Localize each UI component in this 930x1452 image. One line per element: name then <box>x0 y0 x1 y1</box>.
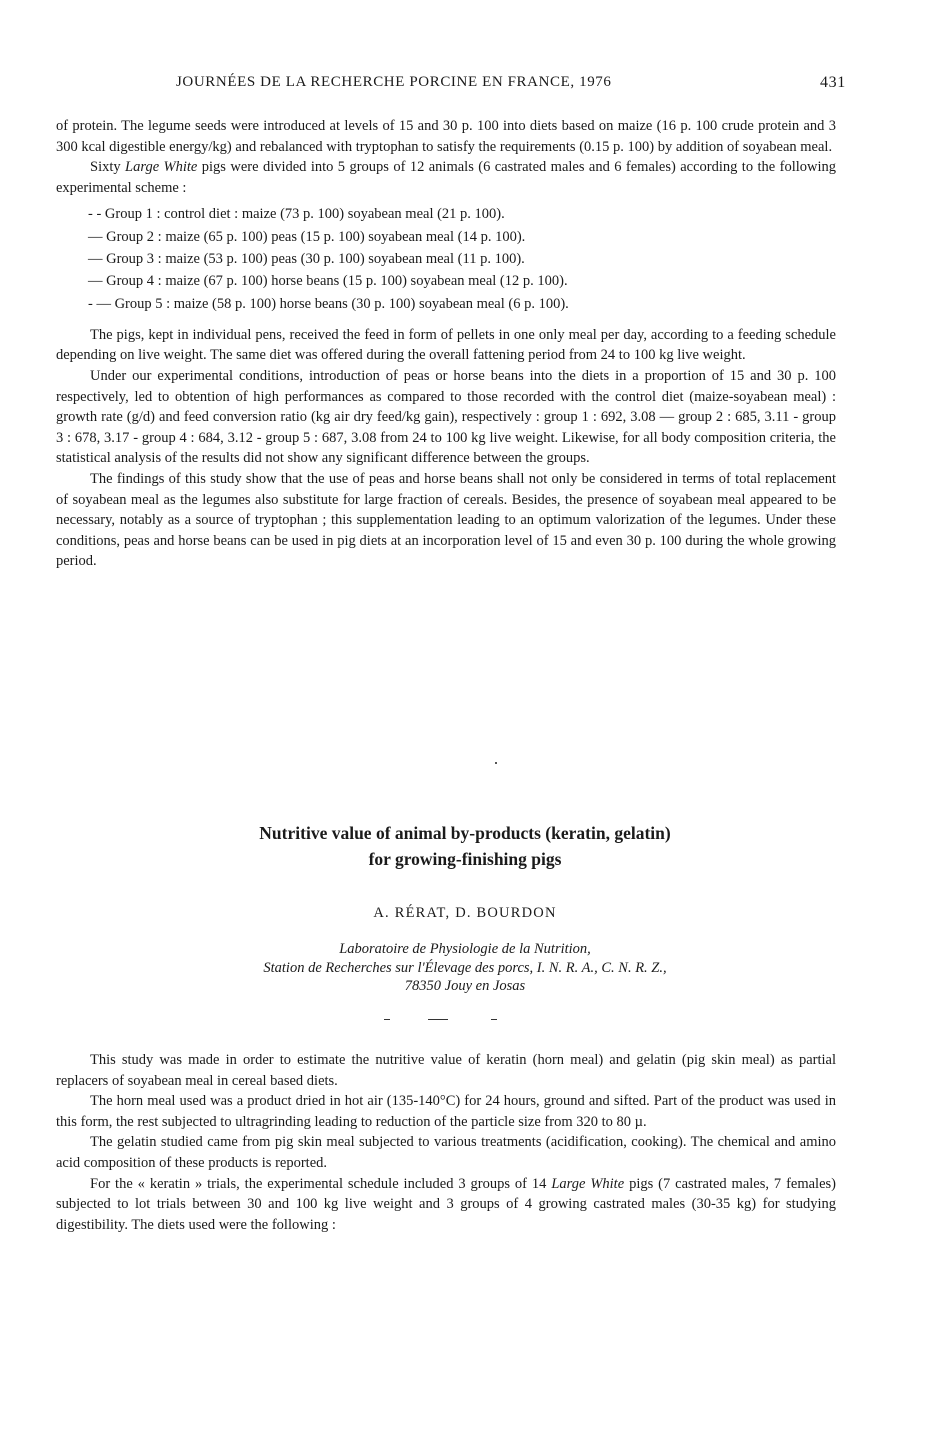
article-affiliation: Laboratoire de Physiologie de la Nutrition, Station de Recherches sur l'Élevage des porcs, I. N. R. A., C. N. R. Z., 78350 Jouy en Josas <box>263 941 667 994</box>
breed-name: Large White <box>125 159 198 176</box>
separator-dash <box>384 1019 390 1020</box>
article-authors: A. RÉRAT, D. BOURDON <box>373 905 557 921</box>
paragraph: For the « keratin » trials, the experimental schedule included 3 groups of 14 Large White pigs (7 castrated males, 7 females) subjected to lot trials between 30 and 100 kg live weight and 3 groups of 4 growing castrated males (30-35 kg) for studying digestibility. The diets used were the following : <box>56 1175 836 1233</box>
paragraph: Sixty Large White pigs were divided into 5 groups of 12 animals (6 castrated males and 6 females) according to the following experimental scheme : <box>56 159 836 196</box>
paragraph: The findings of this study show that the use of peas and horse beans shall not only be considered in terms of total replacement of soyabean meal as the legumes also substitute for large fraction of cereals. Besides, the presence of soyabean meal appeared to be necessary, notably as a source of tryptophan ; this supplementation leading to an optimum valorization of the legumes. Under these conditions, peas and horse beans can be used in pig diets at an incorporation level of 15 and even 30 p. 100 during the whole growing period. <box>56 471 836 570</box>
separator-dot <box>495 762 497 764</box>
group-list <box>56 203 836 314</box>
paragraph: This study was made in order to estimate the nutritive value of keratin (horn meal) and gelatin (pig skin meal) as partial replacers of soyabean meal in cereal based diets. <box>56 1052 836 1089</box>
page-number: 431 <box>820 74 846 91</box>
paragraph: The gelatin studied came from pig skin meal subjected to various treatments (acidification, cooking). The chemical and amino acid composition of these products is reported. <box>56 1134 836 1171</box>
running-header <box>0 74 930 100</box>
paragraph: of protein. The legume seeds were introduced at levels of 15 and 30 p. 100 into diets based on maize (16 p. 100 crude protein and 3 300 kcal digestible energy/kg) and rebalanced with tryptophan to satisfy the requirements (0.15 p. 100) by addition of soyabean meal. <box>56 118 836 155</box>
separator-dash <box>491 1019 497 1020</box>
list-item: — Group 3 : maize (53 p. 100) peas (30 p. 100) soyabean meal (11 p. 100). <box>88 250 525 267</box>
breed-name: Large White <box>551 1175 625 1192</box>
list-item: — Group 4 : maize (67 p. 100) horse beans (15 p. 100) soyabean meal (12 p. 100). <box>88 273 568 290</box>
list-item: — Group 2 : maize (65 p. 100) peas (15 p. 100) soyabean meal (14 p. 100). <box>88 228 526 245</box>
article-title: Nutritive value of animal by-products (keratin, gelatin) for growing-finishing pigs <box>259 823 671 869</box>
paragraph: The pigs, kept in individual pens, received the feed in form of pellets in one only meal per day, according to a feeding schedule depending on live weight. The same diet was offered during the overall fattening period from 24 to 100 kg live weight. <box>56 326 836 364</box>
previous-article-continuation <box>56 116 836 572</box>
article-body <box>56 1050 836 1235</box>
journal-title: JOURNÉES DE LA RECHERCHE PORCINE EN FRANCE, 1976 <box>176 74 612 90</box>
separator-dash <box>428 1019 448 1020</box>
list-item: - — Group 5 : maize (58 p. 100) horse beans (30 p. 100) soyabean meal (6 p. 100). <box>88 295 569 312</box>
list-item: - - Group 1 : control diet : maize (73 p. 100) soyabean meal (21 p. 100). <box>88 206 505 223</box>
paragraph: Under our experimental conditions, introduction of peas or horse beans into the diets in a proportion of 15 and 30 p. 100 respectively, led to obtention of high performances as compared to those recorded with the control diet (maize-soyabean meal) : growth rate (g/d) and feed conversion ratio (kg air dry feed/kg gain), respectively : group 1 : 692, 3.08 — group 2 : 685, 3.11 - group 3 : 678, 3.17 - group 4 : 684, 3.12 - group 5 : 687, 3.08 from 24 to 100 kg live weight. Likewise, for all body composition criteria, the statistical analysis of the results did not show any significant difference between the groups. <box>56 368 836 467</box>
paragraph: The horn meal used was a product dried in hot air (135-140°C) for 24 hours, ground and sifted. Part of the product was used in this form, the rest subjected to ultragrinding leading to reduction of the particle size from 320 to 80 µ. <box>56 1093 836 1130</box>
